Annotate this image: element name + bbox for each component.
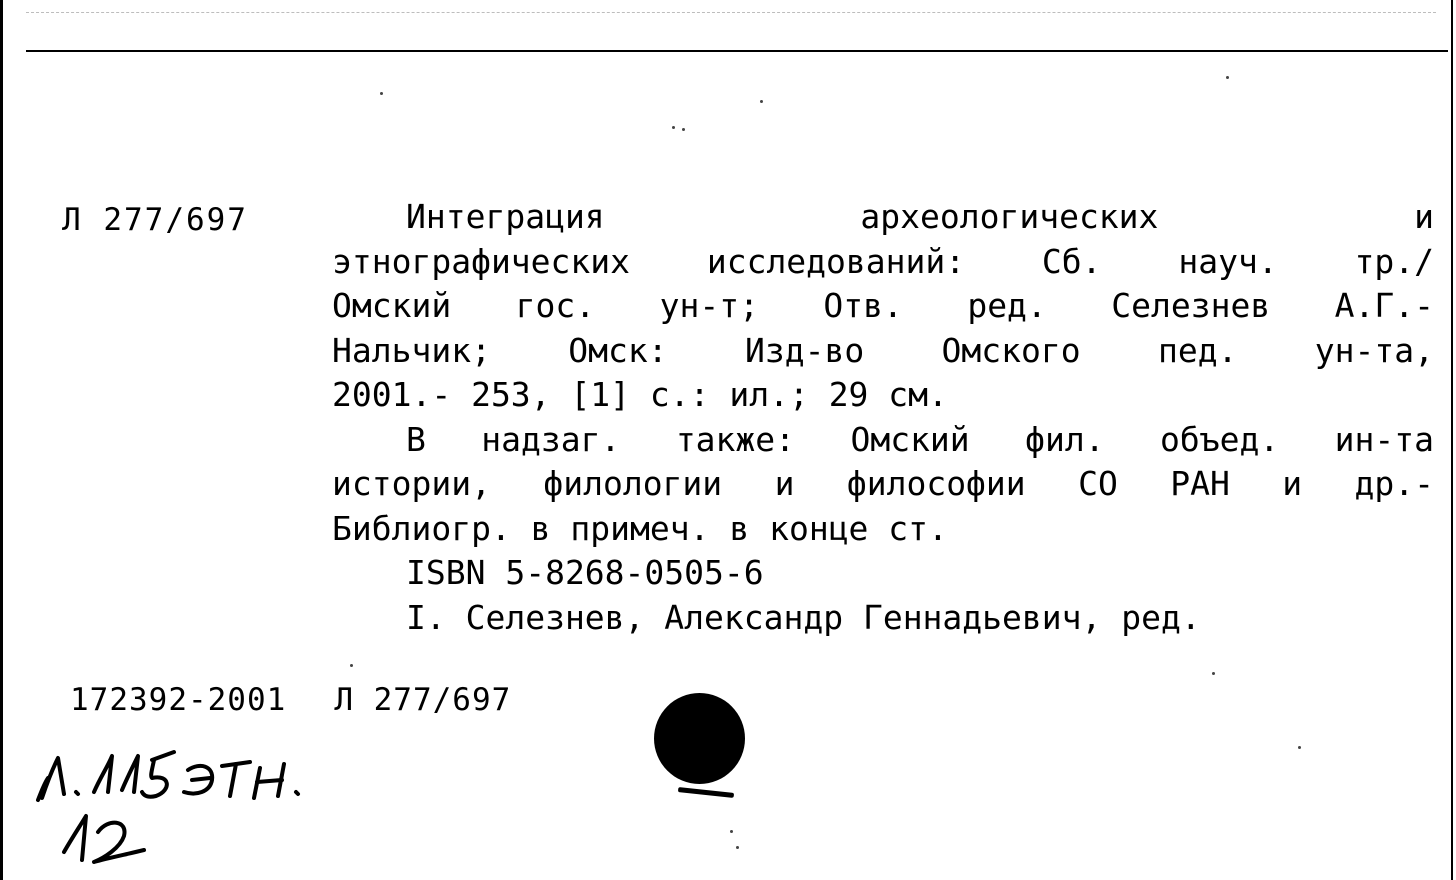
ink-dot-mark [654,693,745,784]
description-line: Библиогр. в примеч. в конце ст. [332,508,948,548]
editor-entry-line: I. Селезнев, Александр Геннадьевич, ред. [406,597,1201,637]
bibliographic-description [332,195,1434,640]
description-line: В надзаг. также: Омский фил. объед. ин-та [406,419,1434,459]
top-rule [26,50,1448,52]
speck [380,92,383,95]
description-line: 2001.- 253, [1] с.: ил.; 29 см. [332,375,948,414]
description-line: Интеграция археологических и [406,197,1434,236]
speck [1212,672,1215,675]
speck [1226,76,1229,79]
speck [736,846,739,849]
top-dashed-line [26,12,1436,13]
speck [1298,746,1301,749]
card-right-edge [1451,0,1453,880]
speck [350,664,353,667]
speck [682,128,685,131]
card-left-edge [0,0,3,880]
speck [730,830,733,833]
speck [760,100,763,103]
description-line: Омский гос. ун-т; Отв. ред. Селезнев А.Г.- [332,286,1434,325]
ink-dot-underline [678,787,734,798]
inventory-number: 172392-2001 [70,682,287,718]
speck [672,126,675,129]
handwritten-annotation [24,740,364,880]
description-line: Нальчик; Омск: Изд-во Омского пед. ун-та, [332,330,1434,370]
isbn-line: ISBN 5-8268-0505-6 [406,553,764,592]
description-line: истории, филологии и философии СО РАН и др.- [332,464,1434,503]
call-number: Л 277/697 [62,202,248,238]
description-line: этнографических исследований: Сб. науч. тр./ [332,241,1434,281]
shelf-mark: Л 277/697 [334,682,512,718]
inventory-row [70,678,511,722]
